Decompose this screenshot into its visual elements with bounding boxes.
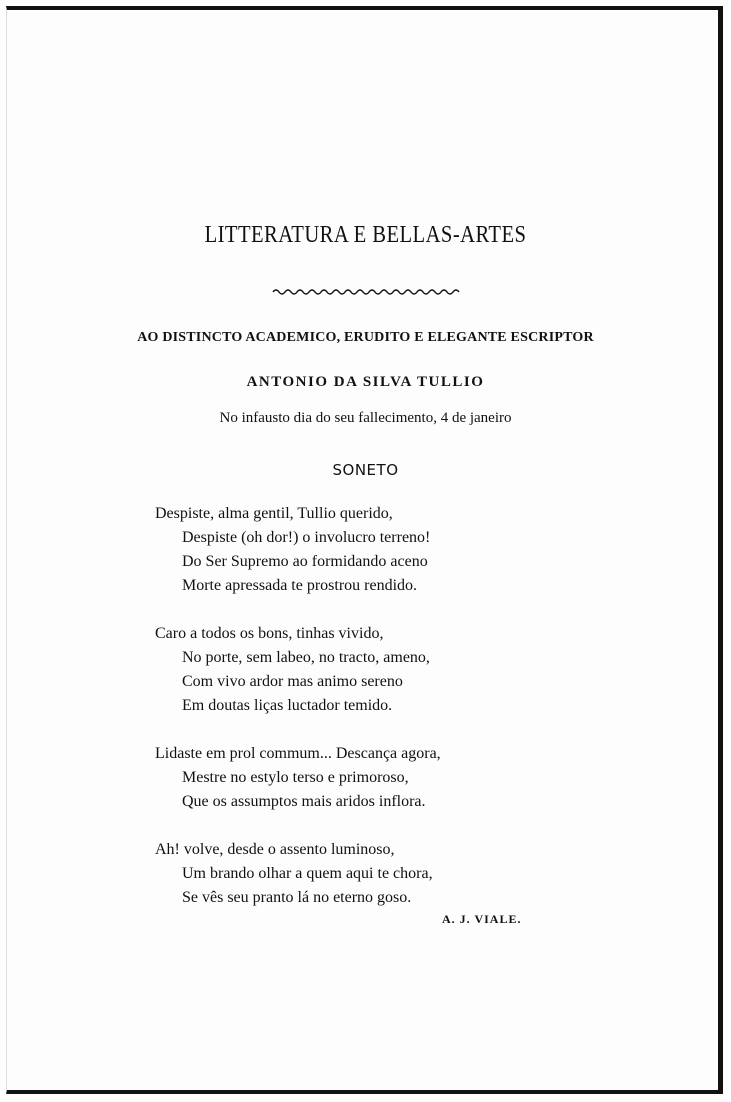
author-name: ANTONIO DA SILVA TULLIO (246, 374, 485, 390)
verse-line: Com vivo ardor mas animo sereno (182, 673, 403, 690)
verse-line: Um brando olhar a quem aqui te chora, (182, 865, 433, 882)
verse-line: Se vês seu pranto lá no eterno goso. (182, 889, 412, 906)
verse-line: Que os assumptos mais aridos inflora. (182, 793, 426, 810)
occasion-line: No infausto dia do seu fallecimento, 4 de janeiro (219, 410, 512, 426)
wavy-rule-ornament (0, 282, 731, 301)
verse-line: Lidaste em prol commum... Descança agora, (155, 745, 441, 762)
dedication-line: AO DISTINCTO ACADEMICO, ERUDITO E ELEGANTE ESCRIPTOR (137, 330, 594, 345)
verse-line: Morte apressada te prostrou rendido. (182, 577, 418, 594)
verse-line: Caro a todos os bons, tinhas vivido, (155, 625, 384, 642)
verse-line: Despiste (oh dor!) o involucro terreno! (182, 529, 431, 546)
poem-genre: SONETO (332, 461, 399, 479)
verse-line: Em doutas liças luctador temido. (182, 697, 393, 714)
page-title: LITTERATURA E BELLAS-ARTES (204, 222, 527, 248)
verse-line: Despiste, alma gentil, Tullio querido, (155, 505, 393, 522)
verse-line: Do Ser Supremo ao formidando aceno (182, 553, 428, 570)
signature: A. J. VIALE. (442, 912, 522, 926)
bleed-through-text (255, 262, 259, 279)
verse-line: Mestre no estylo terso e primoroso, (182, 769, 409, 786)
verse-line: No porte, sem labeo, no tracto, ameno, (182, 649, 430, 666)
wavy-rule-icon (271, 287, 461, 297)
verse-line: Ah! volve, desde o assento luminoso, (155, 841, 395, 858)
